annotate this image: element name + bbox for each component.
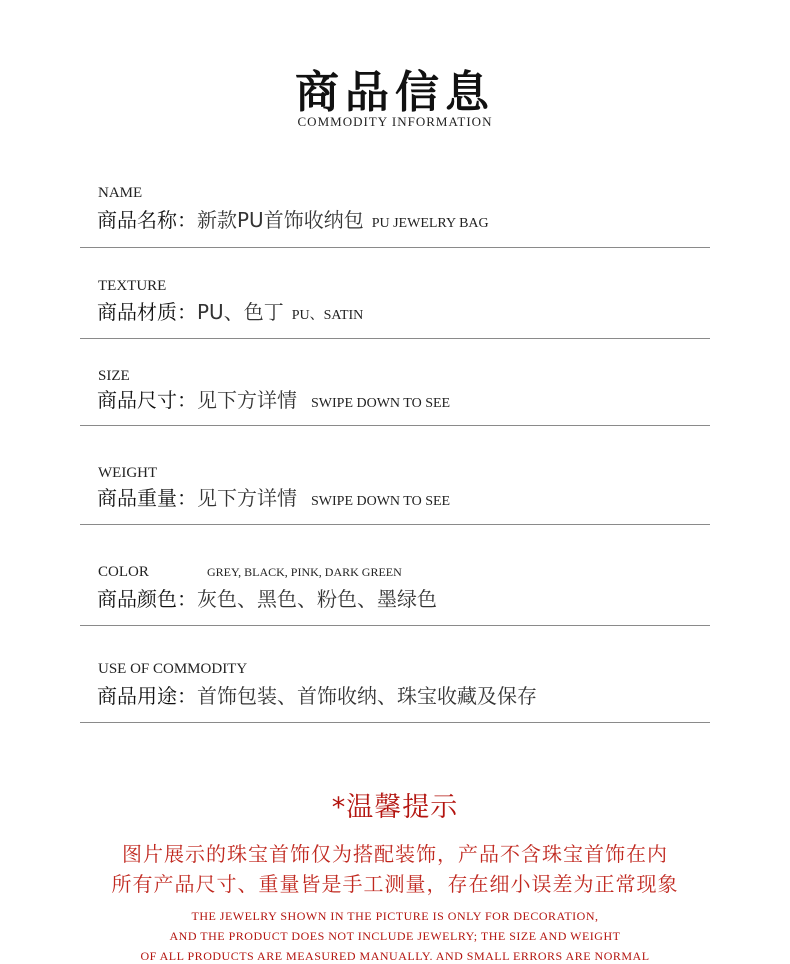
- row-en-label: SIZE: [98, 368, 130, 384]
- notice-en-line-1: THE JEWELRY SHOWN IN THE PICTURE IS ONLY FOR DECORATION,: [191, 909, 599, 923]
- color-en-value: GREY, BLACK, PINK, DARK GREEN: [207, 565, 402, 579]
- row-zh-key: 商品重量：: [97, 486, 197, 510]
- info-row-size: [80, 338, 710, 426]
- row-zh-key: 商品颜色：: [97, 587, 197, 611]
- row-en-label: WEIGHT: [98, 465, 158, 481]
- row-en-label: NAME: [98, 185, 143, 201]
- row-zh-value: 新款PU首饰收纳包: [197, 208, 364, 232]
- row-zh-value: 灰色、黑色、粉色、墨绿色: [197, 587, 437, 611]
- row-en-label: COLOR: [98, 564, 149, 580]
- notice-zh-line-1: 图片展示的珠宝首饰仅为搭配装饰，产品不含珠宝首饰在内: [122, 842, 668, 866]
- row-zh-line: [97, 384, 450, 413]
- row-zh-line: [97, 680, 537, 709]
- info-row-use: [80, 625, 710, 723]
- row-zh-key: 商品材质：: [97, 300, 197, 324]
- row-zh-line: [97, 204, 489, 233]
- row-en-label: USE OF COMMODITY: [98, 661, 248, 677]
- info-row-weight: [80, 425, 710, 525]
- row-en-value: SWIPE DOWN TO SEE: [311, 396, 451, 411]
- row-zh-line: [97, 296, 363, 325]
- row-zh-value: 首饰包装、首饰收纳、珠宝收藏及保存: [197, 684, 537, 708]
- row-en-value: PU JEWELRY BAG: [371, 216, 489, 231]
- row-en-value: SWIPE DOWN TO SEE: [311, 494, 451, 509]
- notice-title: *温馨提示: [331, 792, 459, 823]
- row-zh-value: PU、色丁: [197, 300, 284, 324]
- notice-zh-line-2: 所有产品尺寸、重量皆是手工测量，存在细小误差为正常现象: [111, 872, 679, 896]
- page-title: 商品信息: [295, 67, 495, 118]
- info-row-texture: [80, 247, 710, 339]
- notice-en-line-2: AND THE PRODUCT DOES NOT INCLUDE JEWELRY; THE SIZE AND WEIGHT: [169, 929, 621, 943]
- row-zh-key: 商品名称：: [97, 208, 197, 232]
- row-en-label: TEXTURE: [98, 278, 167, 294]
- row-zh-value: 见下方详情: [197, 486, 297, 510]
- row-zh-line: [97, 482, 450, 511]
- row-zh-key: 商品用途：: [97, 684, 197, 708]
- row-zh-key: 商品尺寸：: [97, 388, 197, 412]
- info-row-name: [80, 180, 710, 248]
- row-zh-line: [97, 583, 437, 612]
- info-row-color: [80, 524, 710, 626]
- notice-en-line-3: OF ALL PRODUCTS ARE MEASURED MANUALLY. AND SMALL ERRORS ARE NORMAL: [140, 949, 650, 963]
- row-en-value: PU、SATIN: [291, 308, 364, 323]
- page-subtitle: COMMODITY INFORMATION: [297, 114, 493, 129]
- row-zh-value: 见下方详情: [197, 388, 297, 412]
